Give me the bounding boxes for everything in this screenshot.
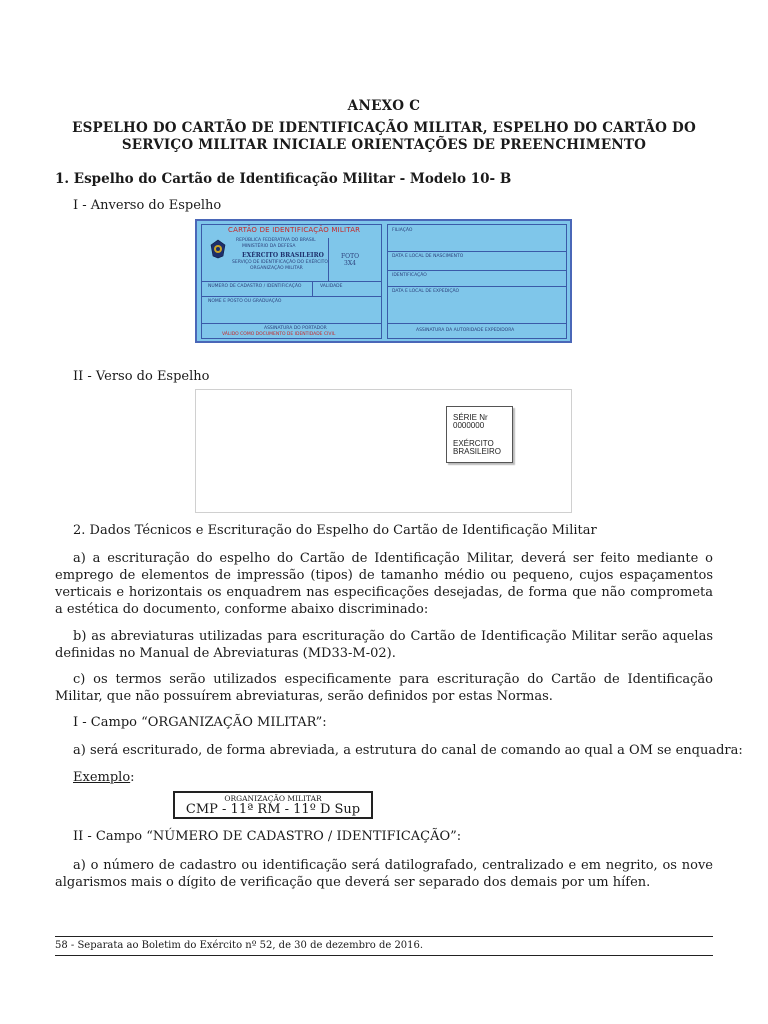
- card-right-field-3: IDENTIFICAÇÃO: [392, 273, 427, 278]
- paragraph-c: c) os termos serão utilizados especificamente para escrituração do Cartão de Identificação Militar, que não possuírem abreviaturas, serão definidos por estas Normas.: [55, 672, 713, 704]
- annex-subtitle: [0, 120, 768, 154]
- paragraph-b: b) as abreviaturas utilizadas para escrituração do Cartão de Identificação Militar serão aquelas definidas no Manual de Abreviaturas (MD33-M-02).: [55, 629, 713, 661]
- card-front-title: CARTÃO DE IDENTIFICAÇÃO MILITAR: [228, 226, 361, 234]
- card-back-brand-line-1: EXÉRCITO: [453, 439, 494, 448]
- card-right-field-2: DATA E LOCAL DE NASCIMENTO: [392, 254, 464, 259]
- card-front-brand: EXÉRCITO BRASILEIRO: [242, 252, 324, 259]
- card-divider: [202, 296, 381, 297]
- card-right-field-1: FILIAÇÃO: [392, 228, 413, 233]
- card-divider: [312, 281, 313, 296]
- card-back-image: [195, 389, 572, 513]
- section-2-heading: 2. Dados Técnicos e Escrituração do Espelho do Cartão de Identificação Militar: [73, 523, 597, 538]
- card-divider: [388, 323, 566, 324]
- card-back-brand-line-2: BRASILEIRO: [453, 447, 502, 456]
- anverso-label: I - Anverso do Espelho: [73, 198, 222, 213]
- campo-1-item-a: a) será escriturado, de forma abreviada, a estrutura do canal de comando ao qual a OM se enquadra:: [73, 743, 743, 758]
- card-divider: [388, 286, 566, 287]
- photo-box: [328, 238, 381, 281]
- card-front-image: [195, 219, 572, 343]
- card-front-line-3: SERVIÇO DE IDENTIFICAÇÃO DO EXÉRCITO: [232, 260, 328, 265]
- card-right-field-4: DATA E LOCAL DE EXPEDIÇÃO: [392, 289, 460, 294]
- army-seal-icon: [210, 239, 226, 259]
- card-divider: [202, 281, 381, 282]
- card-divider: [388, 251, 566, 252]
- card-front-field-signature: ASSINATURA DO PORTADOR: [264, 326, 327, 331]
- card-back-serie-label: SÉRIE Nr: [453, 413, 488, 422]
- card-front-field-name: NOME E POSTO OU GRADUAÇÃO: [208, 299, 282, 304]
- annex-subtitle-line-1: ESPELHO DO CARTÃO DE IDENTIFICAÇÃO MILITAR, ESPELHO DO CARTÃO DO: [72, 120, 696, 136]
- photo-label-1: FOTO: [341, 253, 360, 260]
- example-label: Exemplo: [73, 770, 131, 785]
- annex-title: ANEXO C: [347, 98, 421, 114]
- card-front-field-validity: VALIDADE: [320, 284, 343, 289]
- card-divider: [388, 270, 566, 271]
- card-front-left-panel: [201, 224, 382, 339]
- card-back-serial-box: [446, 406, 513, 463]
- footer-rule-bottom: [55, 955, 713, 956]
- example-heading: [73, 770, 135, 785]
- paragraph-a: a) a escrituração do espelho do Cartão de Identificação Militar, deverá ser feito mediante o emprego de elementos de impressão (tipos) de tamanho médio ou pequeno, cujos espaçamentos verticais e horizontais os enquadrem nas especificações desejadas, de forma que não comprometa a estética do documento, conforme abaixo discriminado:: [55, 551, 713, 617]
- annex-subtitle-line-2: SERVIÇO MILITAR INICIALE ORIENTAÇÕES DE PREENCHIMENTO: [121, 137, 647, 153]
- photo-label-2: 3X4: [344, 260, 356, 267]
- card-front-field-number: NÚMERO DE CADASTRO / IDENTIFICAÇÃO: [208, 284, 302, 289]
- photo-label: [341, 253, 359, 267]
- card-front-line-1: REPÚBLICA FEDERATIVA DO BRASIL: [236, 238, 316, 243]
- campo-2-heading: II - Campo “NÚMERO DE CADASTRO / IDENTIFICAÇÃO”:: [73, 829, 462, 844]
- campo-2-item-a: a) o número de cadastro ou identificação será datilografado, centralizado e em negrito, os nove algarismos mais o dígito de verificação que deverá ser separado dos demais por um hífen.: [55, 858, 713, 890]
- campo-1-heading: I - Campo “ORGANIZAÇÃO MILITAR”:: [73, 715, 327, 730]
- card-back-serie-number: 0000000: [453, 421, 485, 430]
- example-box: [173, 791, 373, 819]
- card-front-field-warning: VÁLIDO COMO DOCUMENTO DE IDENTIDADE CIVIL: [222, 332, 336, 337]
- card-right-field-5: ASSINATURA DA AUTORIDADE EXPEDIDORA: [416, 328, 515, 333]
- verso-label: II - Verso do Espelho: [73, 369, 210, 384]
- card-front-line-2: MINISTÉRIO DA DEFESA: [242, 244, 296, 249]
- example-box-value: CMP - 11ª RM - 11º D Sup: [185, 802, 361, 817]
- example-colon: :: [130, 770, 135, 785]
- example-box-label: ORGANIZAÇÃO MILITAR: [224, 794, 322, 803]
- footer-rule-top: [55, 936, 713, 937]
- card-front-right-panel: [387, 224, 567, 339]
- section-1-heading: 1. Espelho do Cartão de Identificação Militar - Modelo 10- B: [55, 171, 512, 187]
- card-divider: [202, 323, 381, 324]
- card-front-line-4: ORGANIZAÇÃO MILITAR: [250, 266, 303, 271]
- footer-text: 58 - Separata ao Boletim do Exército nº 52, de 30 de dezembro de 2016.: [55, 940, 424, 951]
